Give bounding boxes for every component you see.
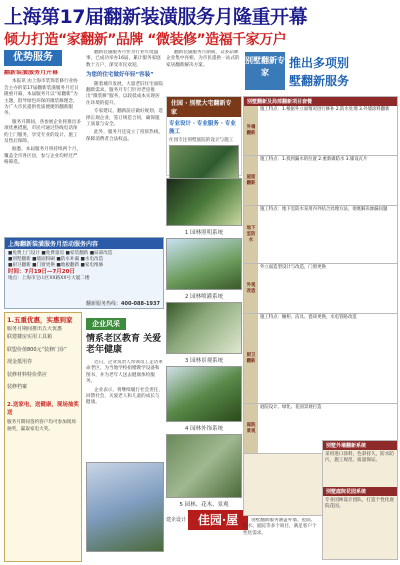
promo-item: 装修材料特价供应: [7, 371, 48, 378]
promo-banner-line1: 专业设计 · 专业服务 · 专业施工: [169, 121, 236, 135]
mid-article-title: 为您的住宅做好年轻“容装”: [86, 72, 154, 79]
table-row: [244, 206, 397, 264]
photo-caption: 3 园林景观系统: [184, 358, 224, 364]
row-label: 地下室防水: [244, 206, 258, 263]
page-headline: 上海第17届翻新装潢服务月隆重开幕: [4, 6, 307, 28]
promo-item: 联盟价值800元“装修门诊”: [7, 346, 67, 353]
row-text: 施工特点：1.根据外立面情况进行修补 2.防水处理 3.外墙涂料翻新: [258, 106, 397, 155]
row-text: 施工特点：地下室防水采用内外结合处理方法，彻底解决渗漏问题: [258, 206, 397, 263]
news-photo: [86, 462, 164, 552]
row-text: 庭院设计、绿化、花园景观打造: [258, 404, 397, 453]
bottom-right-title-2: 别墅庭院花园系统: [323, 487, 397, 496]
hotline-label: 翻新服务热线：: [86, 301, 122, 307]
photo-caption: 1 园林照明系统: [184, 230, 224, 236]
promo-box: [4, 312, 82, 562]
right-banner-line2: 墅翻新服务: [289, 74, 350, 88]
promo-banner-line2: 住园专注别墅庭院的设计与施工: [169, 138, 234, 143]
row-label: 外观改造: [244, 264, 258, 313]
right-banner: [243, 50, 398, 94]
garden-photo-4: [166, 366, 242, 422]
garden-photo-2: [166, 238, 242, 290]
promo-list: [5, 332, 81, 398]
service-date: 时间：7月19日—7月20日: [8, 269, 75, 275]
mid-article: 翻新装潢服务月作为行业年度盛事，已成功举办16届，累计服务家庭数十万户，深受市民欢迎。 为您的住宅做好年轻“容装” 随着城市发展，大量老旧住宅面临翻新需求。服务月专门针对老房推出“微装修”服务，以较低成本实现居住环境的提升。 专家建议，翻新前应做好规划，选择正规企业，签订规范合同，确保施工质量与安全。 此外，服务月还设立了投诉热线，保障消费者合法权益。: [86, 50, 163, 142]
table-row: [244, 264, 397, 314]
right-table-title: 别墅翻新及局部翻新项目套餐: [244, 97, 397, 106]
promo-item: 联建楼房实用工具箱: [7, 334, 53, 341]
row-text: 外立面造型设计与改造，门窗更换: [258, 264, 397, 313]
photo-caption: 2 园林喷灌系统: [184, 294, 224, 300]
row-label: 庭院景观: [244, 404, 258, 453]
bottom-right-box: [322, 440, 398, 560]
row-label: 外墙翻新: [244, 106, 258, 155]
row-label: 厨卫翻新: [244, 314, 258, 403]
row-text: 施工特点：橱柜、洁具、瓷砖更换，水电管路改造: [258, 314, 397, 403]
photo-caption: 4 园林外饰系统: [184, 426, 224, 432]
promo-footer-text: 服务月期间签约客户均可参加现场抽奖，赢取家电大奖。: [7, 420, 76, 432]
promo-footer: 2.送家电，送健康，现场抽奖送: [7, 402, 79, 417]
promo-title: 1.五重优惠，实惠到家: [7, 316, 73, 324]
service-info-box: [4, 237, 164, 309]
table-row: [244, 106, 397, 156]
left-article-title: 翻新装潢服务月开幕: [4, 70, 59, 76]
news-tag: 企业风采: [86, 318, 126, 330]
table-row: [244, 156, 397, 206]
page-subhead: 倾力打造“家翻新”品牌 “微装修”造福千家万户: [4, 32, 287, 48]
news-article: 近日，企业负责人带领员工走访革命老区，为当地学校捐赠教学设备和图书，并为老年人送去健康体检服务。 企业表示，将继续履行社会责任，回馈社会，关爱老人和儿童的成长与健康。: [86, 360, 163, 406]
service-info-text: ■免费上门设计 ■免费量房 ■家装翻新 ■局部改造 ■别墅翻新 ■墙面粉刷 ■防水补漏 ■水电改造 ■厨卫翻新 ■门窗更换 ■地板翻新 ■家电维修 时间：7月19日—7月20日 地点：上海市宝山区XX路XX号大厦二楼: [8, 251, 113, 281]
bottom-right-text: 采用进口涂料，色彩持久，防水防污，施工规范，质量保证。: [325, 452, 394, 464]
left-article: 翻新装潢服务月开幕 本报讯 由上海市装饰装修行业协会主办的第17届翻新装潢服务月近日隆重开幕，本届服务月以“家翻新”为主题，倡导绿色环保的微装修理念，为广大市民提供优质便捷的翻新服务。 服务月期间，各参展企业将推出多项优惠措施，市民可通过热线电话预约上门服务，享受专业的设计、施工及售后保障。 据悉，本届服务月将持续两个月，覆盖全市各区县，参与企业均经过严格筛选。: [4, 70, 81, 166]
right-banner-line1: 推出多项别: [289, 56, 350, 70]
row-label: 屋面翻新: [244, 156, 258, 205]
hotline-number: 400-088-1937: [121, 301, 160, 307]
right-banner-badge: 别墅翻新专家: [245, 52, 285, 90]
garden-photo-5: [166, 434, 242, 498]
jiayuan-logo: 佳园·屋: [188, 510, 248, 530]
jiayuan-logo-sub: 建企设计: [166, 517, 187, 523]
promo-subtitle: 服务月期间推出五大优惠: [7, 326, 63, 332]
photo-caption: 5 园林、花木、景观: [179, 502, 229, 508]
promo-banner-header: 住园 · 别墅大宅翻新专家: [167, 97, 241, 117]
promo-banner: [166, 96, 242, 176]
section-tag: 优势服务: [4, 50, 62, 66]
news-title: 情系老区教育 关爱老年健康: [86, 334, 162, 355]
mid2-article: 翻新装潢服务月期间，众多品牌企业集中亮相，为市民提供一站式的家居翻新解决方案。: [166, 50, 240, 68]
garden-photo-3: [166, 302, 242, 354]
bottom-mid-text: 别墅翻新服务涵盖外墙、屋面、防水、庭院等多个项目，满足客户个性化需求。: [243, 518, 317, 536]
garden-photo-1: [166, 178, 242, 226]
hotline: [86, 300, 164, 307]
service-info-header: 上海翻新装潢服务月活动服务内容: [5, 238, 163, 249]
row-text: 施工特点：1.找到漏水的位置 2.重新做防水 3.铺设瓦片: [258, 156, 397, 205]
promo-item: 装修档案: [7, 384, 28, 391]
bottom-right-title: 别墅外墙翻新系统: [323, 441, 397, 450]
bottom-right-text-2: 专业园林设计团队，打造个性化庭院花园。: [325, 497, 394, 510]
promo-item: 现金抵用券: [7, 359, 33, 366]
table-row: [244, 314, 397, 404]
